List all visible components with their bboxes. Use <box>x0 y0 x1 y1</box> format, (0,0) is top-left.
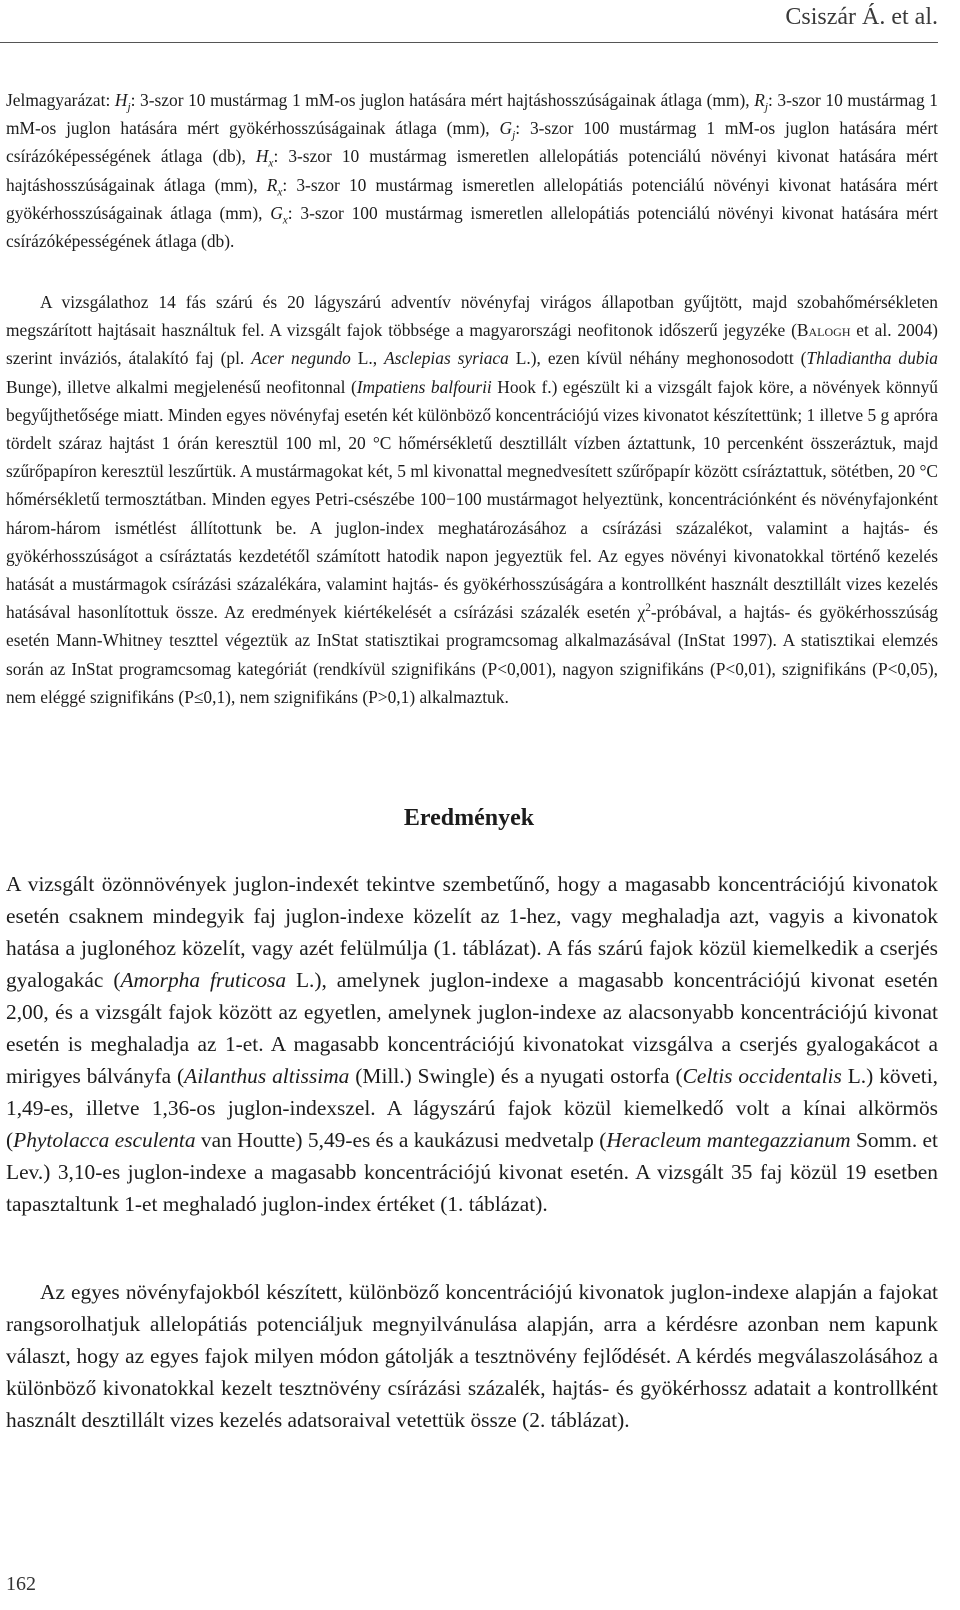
citation-author: Balogh <box>796 320 851 341</box>
results-text: Somm. et Lev.) 3,10-es juglon-indexe a magasabb koncentrációjú kivonat esetén. A vizsgált 35 faj közül 19 esetben tapasztaltunk 1-et meghaladó juglon-index értéket (1. táblázat). <box>6 1128 938 1216</box>
methods-paragraph <box>6 288 938 711</box>
legend-label: Jelmagyarázat: <box>6 90 111 110</box>
species-name: Amorpha fruticosa <box>120 968 287 992</box>
results-paragraph-1 <box>6 868 938 1220</box>
methods-text-7: -próbával, a hajtás- és gyökérhosszúság esetén Mann-Whitney teszttel végeztük az InStat statisztikai programcsomag alkalmazásával (InStat 1997). A statisztikai elemzés során az InStat programcsomag kategóriát (rendkívül szignifikáns (P<0,001), nagyon szignifikáns (P<0,01), szignifikáns (P<0,05), nem eléggé szignifikáns (P≤0,1), nem szignifikáns (P>0,1) alkalmaztuk. <box>6 602 939 707</box>
species-name: Ailanthus altissima <box>184 1064 350 1088</box>
symbol-gj: G <box>499 118 513 139</box>
species-name: Heracleum mantegazzianum <box>606 1128 851 1152</box>
symbol-hj: H <box>114 90 128 110</box>
results-paragraph-2: Az egyes növényfajokból készített, különböző koncentrációjú kivonatok juglon-indexe alapján a fajokat rangsorolhatjuk allelopátiás potenciáljuk megnyilvánulása alapján, arra a kérdésre azonban nem kapunk választ, hogy az egyes fajok milyen módon gátolják a tesztnövény fejlődését. A kérdés megválaszolásához a különböző kivonatokkal kezelt tesztnövény csírázási százalék, hajtás- és gyökérhossz adatait a kontrollként használt desztillált vizes kezelés adatsoraival vetettük össze (2. táblázat). <box>6 1280 938 1432</box>
legend-rx-text: : 3-szor 10 mustármag ismeretlen allelopátiás potenciálú növényi kivonat hatására mért gyökérhosszúságainak átlaga (mm), <box>6 174 938 223</box>
legend-hj-text: : 3-szor 10 mustármag 1 mM-os juglon hatására mért hajtáshosszúságainak átlaga (mm), <box>130 90 750 110</box>
symbol-rx-sub: x <box>277 186 283 199</box>
symbol-gj-sub: j <box>512 129 516 142</box>
legend-gj-text: : 3-szor 100 mustármag 1 mM-os juglon hatására mért csírázóképességének átlaga (db), <box>6 118 939 167</box>
species-name: Thladiantha dubia <box>806 348 938 369</box>
symbol-hj-sub: j <box>127 101 131 114</box>
legend-gx-text: : 3-szor 100 mustármag ismeretlen allelopátiás potenciálú növényi kivonat hatására mért csírázóképességének átlaga (db). <box>6 202 938 252</box>
results-text: van Houtte) 5,49-es és a kaukázusi medvetalp ( <box>195 1128 607 1152</box>
species-name: Asclepias syriaca <box>384 348 509 369</box>
results-text: L.), amelynek juglon-indexe a magasabb koncentrációjú kivonat esetén 2,00, és a vizsgált fajok között az egyetlen, amelynek juglon-indexe az alacsonyabb koncentrációjú kivonat esetén is meghaladja az 1-et. A magasabb koncentrációjú kivonatokat vizsgálva a cserjés gyalogakácot a mirigyes bálványfa ( <box>6 968 939 1088</box>
results-text: (Mill.) Swingle) és a nyugati ostorfa ( <box>349 1064 683 1088</box>
page-number: 162 <box>6 1573 36 1595</box>
legend-rj-text: : 3-szor 10 mustármag 1 mM-os juglon hatására mért gyökérhosszúságainak átlaga (mm), <box>6 90 938 139</box>
species-name: Acer negundo <box>251 348 351 369</box>
methods-text-4: L.), ezen kívül néhány meghonosodott ( <box>508 348 807 369</box>
results-text: A vizsgált özönnövények juglon-indexét tekintve szembetűnő, hogy a magasabb koncentrációjú kivonatok esetén csaknem mindegyik faj juglon-indexe közelít az 1-hez, vagy meghaladja azt, vagyis a kivonatok hatása a juglonéhoz közelít, vagy azét felülmúlja (1. táblázat). A fás szárú fajok közül kiemelkedik a cserjés gyalogakác ( <box>6 872 938 992</box>
methods-text-6: Hook f.) egészült ki a vizsgált fajok köre, a növények könnyű begyűjthetősége miatt. Minden egyes növényfaj esetén két különböző koncentrációjú vizes kivonatot készítettünk; 1 illetve 5 g apróra tördelt száraz hajtást 1 órán keresztül 100 ml, 20 °C hőmérsékletű desztillált vízben áztattunk, 10 percenként összeráztuk, majd szűrőpapíron keresztül leszűrtük. A mustármagokat két, 5 ml kivonattal megnedvesített szűrőpapír között csíráztattuk, sötétben, 20 °C hőmérsékletű termosztátban. Minden egyes Petri-csészébe 100−100 mustármagot helyeztünk, koncentrációnként és növényfajonként három-három ismétlést állítottunk be. A juglon-index meghatározásához a csírázási százalékot, valamint a hajtás- és gyökérhosszúságot a csíráztatás kezdetétől számított hatodik napon jegyeztük fel. Az egyes növényi kivonatokkal történő kezelés hatását a mustármagok csírázási százalékára, valamint hajtás- és gyökérhosszúságára a kontrollként használt desztillált vizes kezelés hatásával hasonlítottuk össze. Az eredmények kiértékelését a csírázási százalék esetén χ <box>6 376 938 623</box>
symbol-gx-sub: x <box>282 214 288 227</box>
symbol-hx: H <box>255 146 269 167</box>
header-rule <box>0 42 938 43</box>
methods-text-2: et al. 2004) szerint inváziós, átalakító faj (pl. <box>6 320 938 369</box>
symbol-rx: R <box>266 174 278 195</box>
symbol-legend <box>6 86 938 255</box>
methods-text-3: L., <box>350 348 385 369</box>
chi-square-superscript: 2 <box>645 602 651 615</box>
section-heading-results: Eredmények <box>403 805 535 831</box>
symbol-gx: G <box>270 202 283 223</box>
species-name: Celtis occidentalis <box>682 1064 842 1088</box>
symbol-hx-sub: x <box>268 157 274 170</box>
legend-hx-text: : 3-szor 10 mustármag ismeretlen allelopátiás potenciálú növényi kivonat hatására mért hajtáshosszúságainak átlaga (mm), <box>6 146 938 195</box>
symbol-rj-sub: j <box>764 101 768 114</box>
running-head: Csiszár Á. et al. <box>785 4 938 30</box>
methods-text-1: A vizsgálathoz 14 fás szárú és 20 lágyszárú adventív növényfaj virágos állapotban gyűjtött, majd szobahőmérsékleten megszárított hajtásait használtuk fel. A vizsgált fajok többsége a magyarországi neofitonok időszerű jegyzéke ( <box>6 292 938 341</box>
methods-text-5: Bunge), illetve alkalmi megjelenésű neofitonnal ( <box>6 376 357 397</box>
species-name: Phytolacca esculenta <box>13 1128 196 1152</box>
results-text: L.) követi, 1,49-es, illetve 1,36-os juglon-indexszel. A lágyszárú fajok közül kiemelkedő volt a kínai alkörmös ( <box>6 1064 939 1152</box>
symbol-rj: R <box>754 90 765 110</box>
species-name: Impatiens balfourii <box>356 376 492 397</box>
